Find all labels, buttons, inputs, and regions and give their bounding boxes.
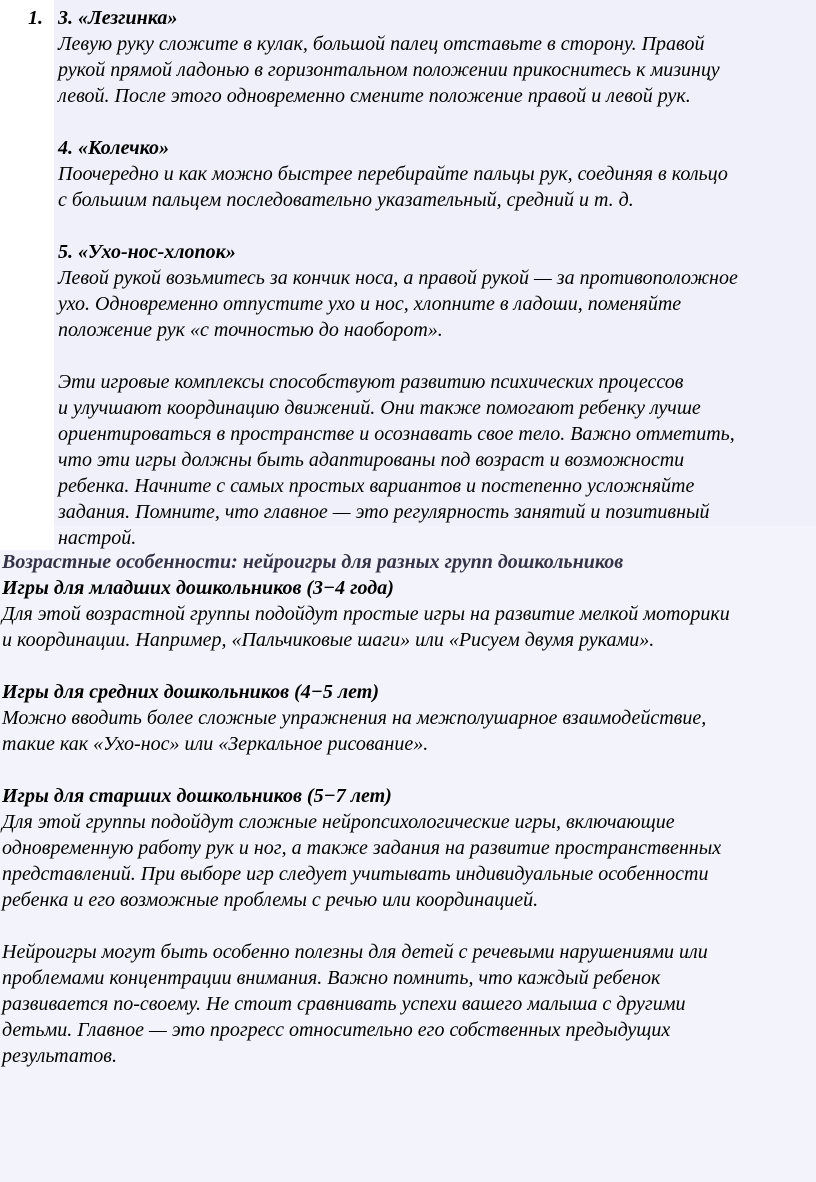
exercise-line: с большим пальцем последовательно указательный, средний и т. д. [58,189,634,211]
closing-line: результатов. [2,1045,117,1067]
group-line: ребенка и его возможные проблемы с речью или координацией. [2,889,539,911]
exercise-title: 5. «Ухо-нос-хлопок» [58,241,236,263]
closing-line: развивается по-своему. Не стоит сравнивать успехи вашего малыша с другими [2,993,686,1015]
summary-line: что эти игры должны быть адаптированы под возраст и возможности [58,449,685,471]
exercise-title: 4. «Колечко» [58,137,170,159]
group-line: Для этой группы подойдут сложные нейропсихологические игры, включающие [2,811,675,833]
summary-line: настрой. [58,527,137,549]
exercise-line: Левой рукой возьмитесь за кончик носа, а правой рукой — за противоположное [58,267,738,289]
list-margin [0,0,54,526]
group-line: и координации. Например, «Пальчиковые шаги» или «Рисуем двумя руками». [2,629,655,651]
closing-line: проблемами концентрации внимания. Важно помнить, что каждый ребенок [2,967,661,989]
group-line: такие как «Ухо-нос» или «Зеркальное рисование». [2,733,429,755]
group-line: представлений. При выборе игр следует учитывать индивидуальные особенности [2,863,709,885]
exercise-line: Левую руку сложите в кулак, большой палец отставьте в сторону. Правой [58,33,705,55]
margin-strip [0,526,54,550]
exercise-line: Поочередно и как можно быстрее перебирайте пальцы рук, соединяя в кольцо [58,163,728,185]
group-line: Для этой возрастной группы подойдут простые игры на развитие мелкой моторики [2,603,730,625]
summary-line: ребенка. Начните с самых простых вариантов и постепенно усложняйте [58,475,695,497]
summary-line: ориентироваться в пространстве и осознавать свое тело. Важно отметить, [58,423,735,445]
group-title: Игры для старших дошкольников (5−7 лет) [2,785,392,807]
closing-line: детьми. Главное — это прогресс относительно его собственных предыдущих [2,1019,671,1041]
list-number: 1. [28,7,43,29]
summary-line: задания. Помните, что главное — это регулярность занятий и позитивный [58,501,710,523]
age-heading: Возрастные особенности: нейроигры для разных групп дошкольников [2,551,624,573]
exercise-line: положение рук «с точностью до наоборот». [58,319,443,341]
age-section [2,549,814,1069]
group-line: одновременную работу рук и ног, а также задания на развитие пространственных [2,837,722,859]
summary-line: Эти игровые комплексы способствуют развитию психических процессов [58,371,684,393]
exercise-line: ухо. Одновременно отпустите ухо и нос, хлопните в ладоши, поменяйте [58,293,682,315]
group-line: Можно вводить более сложные упражнения на межполушарное взаимодействие, [2,707,707,729]
exercise-list [58,5,814,551]
closing-line: Нейроигры могут быть особенно полезны для детей с речевыми нарушениями или [2,941,708,963]
summary-line: и улучшают координацию движений. Они также помогают ребенку лучше [58,397,701,419]
exercise-line: рукой прямой ладонью в горизонтальном положении прикоснитесь к мизинцу [58,59,720,81]
exercise-title: 3. «Лезгинка» [58,7,178,29]
group-title: Игры для младших дошкольников (3−4 года) [2,577,394,599]
group-title: Игры для средних дошкольников (4−5 лет) [2,681,379,703]
exercise-line: левой. После этого одновременно смените положение правой и левой рук. [58,85,691,107]
